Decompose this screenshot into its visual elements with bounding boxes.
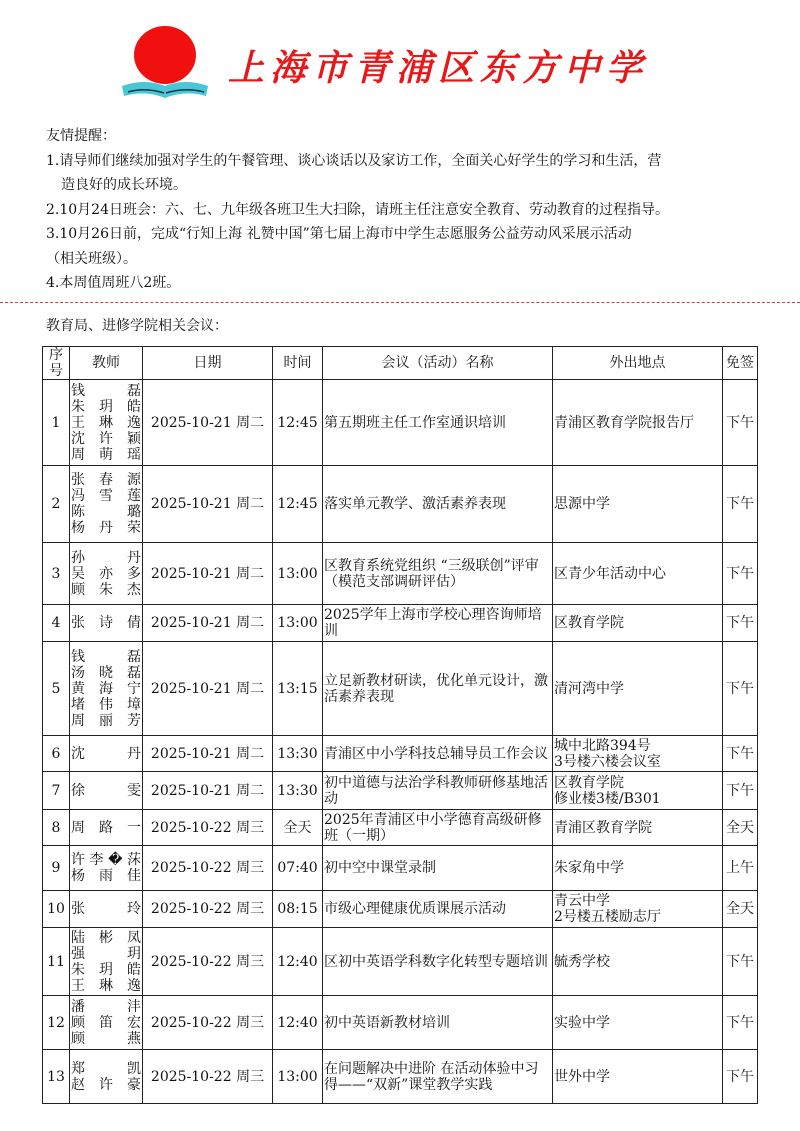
exempt-cell: 下午 (723, 605, 758, 642)
location-cell (553, 466, 723, 543)
date-cell: 2025-10-21 周二 (143, 380, 273, 466)
time-cell: 12:45 (273, 466, 323, 543)
row-number: 3 (43, 543, 70, 605)
teacher-name: 汤晓磊 (71, 664, 141, 681)
date-cell: 2025-10-22 周三 (143, 846, 273, 891)
teacher-cell (70, 1050, 143, 1104)
row-number: 6 (43, 736, 70, 772)
location-line: 世外中学 (554, 1068, 610, 1085)
exempt-cell: 下午 (723, 996, 758, 1050)
header-location: 外出地点 (553, 347, 723, 380)
reminder-item: （相关班级）。 (46, 250, 137, 267)
row-number: 9 (43, 846, 70, 891)
table-row (43, 736, 758, 772)
teacher-name: 张 玲 (71, 901, 141, 917)
row-number: 1 (43, 380, 70, 466)
table-row (43, 996, 758, 1050)
time-cell: 08:15 (273, 891, 323, 928)
date-cell: 2025-10-21 周二 (143, 605, 273, 642)
table-row (43, 1050, 758, 1104)
reminder-item: 1.请导师们继续加强对学生的午餐管理、谈心谈话以及家访工作，全面关心好学生的学习和生活，营 (46, 152, 662, 169)
location-cell (553, 605, 723, 642)
teacher-name: 杨雨佳 (71, 868, 141, 884)
row-number: 5 (43, 642, 70, 736)
location-cell (553, 543, 723, 605)
date-cell: 2025-10-22 周三 (143, 996, 273, 1050)
teacher-name: 朱玥皓 (71, 961, 141, 978)
teacher-cell (70, 846, 143, 891)
time-cell: 全天 (273, 810, 323, 846)
location-cell (553, 810, 723, 846)
meeting-name-cell: 2025学年上海市学校心理咨询师培训 (323, 605, 553, 642)
time-cell: 13:00 (273, 605, 323, 642)
location-line: 青浦区教育学院报告厅 (554, 414, 694, 431)
teacher-cell (70, 891, 143, 928)
row-number: 11 (43, 928, 70, 996)
table-row (43, 642, 758, 736)
teacher-name: 沈 丹 (71, 745, 141, 762)
exempt-cell: 下午 (723, 466, 758, 543)
teacher-cell (70, 928, 143, 996)
time-cell: 13:30 (273, 736, 323, 772)
location-line: 城中北路394号 (554, 737, 651, 754)
time-cell: 07:40 (273, 846, 323, 891)
teacher-cell (70, 466, 143, 543)
teacher-cell (70, 605, 143, 642)
location-cell (553, 772, 723, 810)
teacher-name: 周丽芳 (71, 712, 141, 729)
header-teacher: 教师 (70, 347, 143, 380)
header-meeting-name: 会议（活动）名称 (323, 347, 553, 380)
time-cell: 13:15 (273, 642, 323, 736)
meeting-name-cell: 第五期班主任工作室通识培训 (323, 380, 553, 466)
time-cell: 13:00 (273, 1050, 323, 1104)
date-cell: 2025-10-21 周二 (143, 772, 273, 810)
teacher-name: 王琳逸 (71, 414, 141, 431)
row-number: 8 (43, 810, 70, 846)
teacher-cell (70, 543, 143, 605)
teacher-name: 王琳逸 (71, 977, 141, 994)
meeting-name-cell: 区教育系统党组织 “三级联创”评审（模范支部调研评估） (323, 543, 553, 605)
dashed-divider (0, 302, 800, 303)
teacher-cell (70, 810, 143, 846)
location-cell (553, 891, 723, 928)
table-header-row (43, 347, 758, 380)
meeting-name-cell: 市级心理健康优质课展示活动 (323, 891, 553, 928)
teacher-name: 强 玥 (71, 945, 141, 962)
exempt-cell: 下午 (723, 772, 758, 810)
table-row (43, 846, 758, 891)
teacher-name: 孙 丹 (71, 549, 141, 566)
time-cell: 13:00 (273, 543, 323, 605)
meetings-table (42, 346, 758, 1104)
exempt-cell: 下午 (723, 1050, 758, 1104)
location-line: 朱家角中学 (554, 860, 624, 876)
teacher-name: 潘 沣 (71, 998, 141, 1015)
location-cell (553, 1050, 723, 1104)
meeting-name-cell: 在问题解决中进阶 在活动体验中习得——“双新”课堂教学实践 (323, 1050, 553, 1104)
location-line: 3号楼六楼会议室 (554, 753, 661, 770)
teacher-name: 杨丹荣 (71, 520, 141, 536)
table-row (43, 772, 758, 810)
teacher-name: 顾笛宏 (71, 1014, 141, 1031)
teacher-name: 沈许颖 (71, 430, 141, 447)
location-line: 修业楼3楼/B301 (554, 790, 661, 807)
teacher-cell (70, 736, 143, 772)
table-row (43, 891, 758, 928)
meeting-name-cell: 立足新教材研读，优化单元设计，激活素养表现 (323, 642, 553, 736)
meeting-name-cell: 初中空中课堂录制 (323, 846, 553, 891)
teacher-name: 朱玥皓 (71, 398, 141, 415)
friendly-reminder (46, 124, 786, 296)
date-cell: 2025-10-22 周三 (143, 810, 273, 846)
teacher-name: 钱 磊 (71, 382, 141, 399)
row-number: 2 (43, 466, 70, 543)
exempt-cell: 下午 (723, 642, 758, 736)
meetings-title: 教育局、进修学院相关会议： (46, 318, 228, 334)
meeting-name-cell: 初中英语新教材培训 (323, 996, 553, 1050)
date-cell: 2025-10-21 周二 (143, 642, 273, 736)
teacher-cell (70, 642, 143, 736)
location-line: 毓秀学校 (554, 953, 610, 970)
date-cell: 2025-10-21 周二 (143, 466, 273, 543)
teacher-name: 黄海宁 (71, 680, 141, 697)
teacher-cell (70, 772, 143, 810)
school-logo (120, 26, 649, 96)
location-line: 思源中学 (554, 496, 610, 512)
date-cell: 2025-10-21 周二 (143, 543, 273, 605)
teacher-name: 张诗倩 (71, 615, 141, 631)
teacher-name: 徐 雯 (71, 782, 141, 799)
teacher-name: 陈 璐 (71, 504, 141, 520)
row-number: 12 (43, 996, 70, 1050)
location-line: 区教育学院 (554, 615, 624, 631)
teacher-name: 冯雪莲 (71, 488, 141, 504)
meeting-name-cell: 区初中英语学科数字化转型专题培训 (323, 928, 553, 996)
teacher-name: 郑 凯 (71, 1060, 141, 1077)
table-row (43, 928, 758, 996)
row-number: 4 (43, 605, 70, 642)
row-number: 13 (43, 1050, 70, 1104)
meeting-name-cell: 落实单元教学、激活素养表现 (323, 466, 553, 543)
date-cell: 2025-10-22 周三 (143, 928, 273, 996)
table-row (43, 543, 758, 605)
exempt-cell: 下午 (723, 928, 758, 996)
location-line: 青浦区教育学院 (554, 819, 652, 836)
location-line: 2号楼五楼励志厅 (554, 909, 661, 925)
location-cell (553, 736, 723, 772)
teacher-cell (70, 996, 143, 1050)
teacher-name: 周路一 (71, 819, 141, 836)
location-line: 青云中学 (554, 893, 610, 909)
time-cell: 13:30 (273, 772, 323, 810)
teacher-name: 吴亦多 (71, 565, 141, 582)
header-date: 日期 (143, 347, 273, 380)
exempt-cell: 全天 (723, 810, 758, 846)
location-line: 清河湾中学 (554, 680, 624, 697)
time-cell: 12:40 (273, 996, 323, 1050)
header-no: 序号 (43, 347, 70, 380)
table-row (43, 605, 758, 642)
reminder-item: 2.10月24日班会：六、七、九年级各班卫生大扫除，请班主任注意安全教育、劳动教育的过程指导。 (46, 201, 669, 218)
teacher-name: 周萌瑶 (71, 446, 141, 463)
date-cell: 2025-10-22 周三 (143, 891, 273, 928)
meeting-name-cell: 初中道德与法治学科教师研修基地活动 (323, 772, 553, 810)
meeting-name-cell: 青浦区中小学科技总辅导员工作会议 (323, 736, 553, 772)
date-cell: 2025-10-22 周三 (143, 1050, 273, 1104)
teacher-name: 赵许豪 (71, 1076, 141, 1093)
teacher-name: 张春源 (71, 472, 141, 488)
location-cell (553, 846, 723, 891)
exempt-cell: 下午 (723, 736, 758, 772)
teacher-name: 钱 磊 (71, 648, 141, 665)
exempt-cell: 上午 (723, 846, 758, 891)
time-cell: 12:40 (273, 928, 323, 996)
open-book-icon (120, 76, 210, 102)
exempt-cell: 下午 (723, 380, 758, 466)
reminder-title: 友情提醒： (46, 128, 116, 144)
location-cell (553, 380, 723, 466)
location-cell (553, 642, 723, 736)
row-number: 10 (43, 891, 70, 928)
school-name: 上海市青浦区东方中学 (228, 48, 649, 89)
exempt-cell: 下午 (723, 543, 758, 605)
row-number: 7 (43, 772, 70, 810)
reminder-item: 4.本周值周班八2班。 (46, 275, 181, 291)
teacher-name: 顾 燕 (71, 1030, 141, 1047)
meeting-name-cell: 2025年青浦区中小学德育高级研修班（一期） (323, 810, 553, 846)
table-row (43, 380, 758, 466)
teacher-name: 许李�莯 (71, 852, 141, 868)
teacher-name: 顾朱杰 (71, 581, 141, 598)
location-line: 区青少年活动中心 (554, 565, 666, 582)
teacher-cell (70, 380, 143, 466)
location-line: 区教育学院 (554, 774, 624, 791)
teacher-name: 陆彬凤 (71, 929, 141, 946)
table-row (43, 810, 758, 846)
time-cell: 12:45 (273, 380, 323, 466)
date-cell: 2025-10-21 周二 (143, 736, 273, 772)
header-exempt: 免签 (723, 347, 758, 380)
location-cell (553, 928, 723, 996)
table-row (43, 466, 758, 543)
location-line: 实验中学 (554, 1014, 610, 1031)
exempt-cell: 全天 (723, 891, 758, 928)
header-time: 时间 (273, 347, 323, 380)
reminder-item: 3.10月26日前，完成“行知上海 礼赞中国”第七届上海市中学生志愿服务公益劳动风采展示活动 (46, 226, 632, 242)
reminder-item: 造良好的成长环境。 (61, 177, 187, 193)
location-cell (553, 996, 723, 1050)
teacher-name: 堵伟墇 (71, 696, 141, 713)
